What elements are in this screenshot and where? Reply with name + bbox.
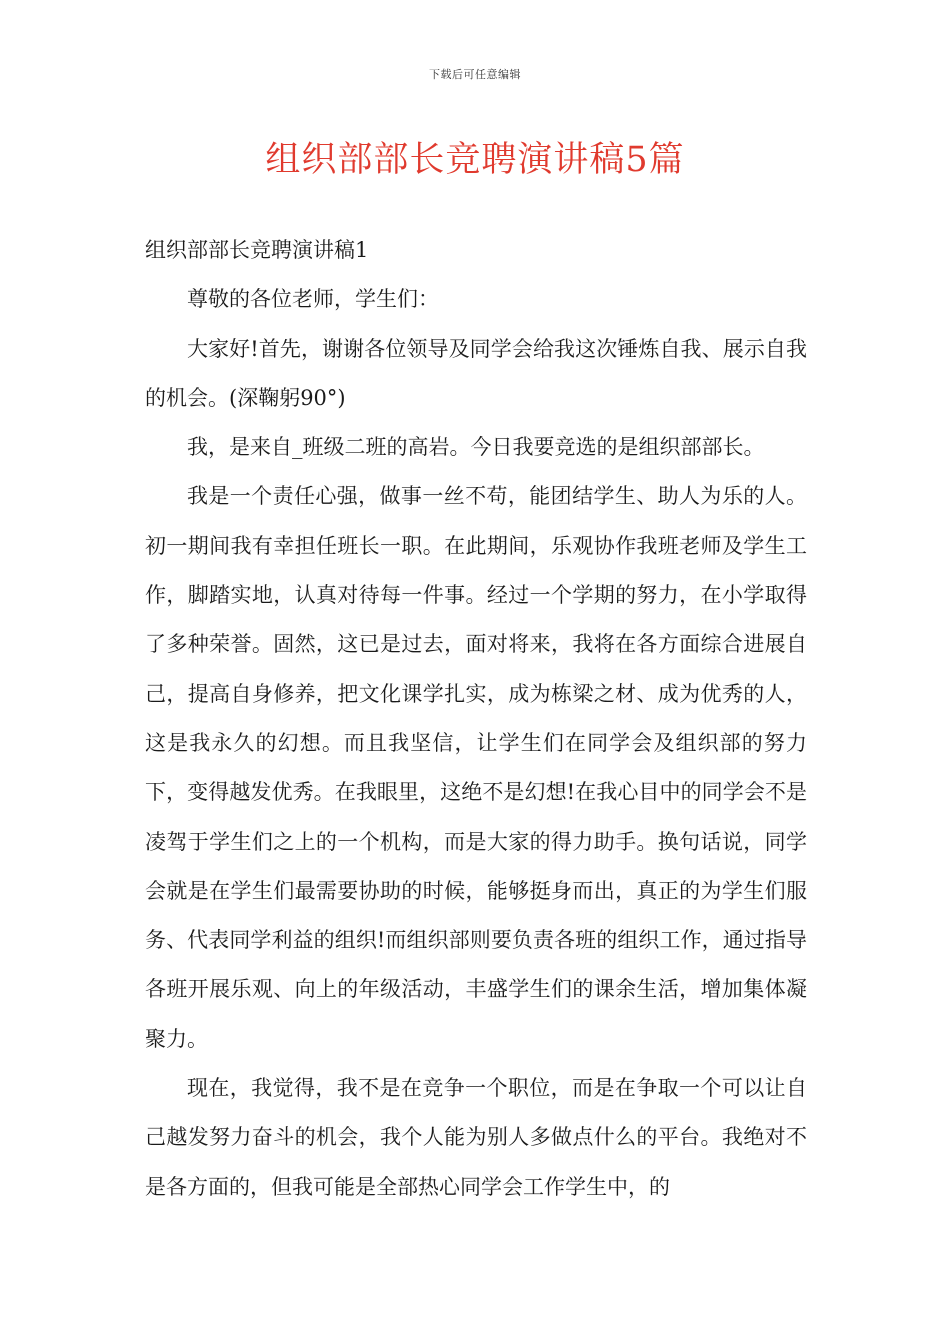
paragraph-main: 我是一个责任心强，做事一丝不苟，能团结学生、助人为乐的人。初一期间我有幸担任班长一职。在此期间，乐观协作我班老师及学生工作，脚踏实地，认真对待每一件事。经过一个学期的努力，在小学取得了多种荣誉。固然，这已是过去，面对将来，我将在各方面综合进展自己，提高自身修养，把文化课学扎实，成为栋梁之材、成为优秀的人，这是我永久的幻想。而且我坚信，让学生们在同学会及组织部的努力下，变得越发优秀。在我眼里，这绝不是幻想!在我心目中的同学会不是凌驾于学生们之上的一个机构，而是大家的得力助手。换句话说，同学会就是在学生们最需要协助的时候，能够挺身而出，真正的为学生们服务、代表同学利益的组织!而组织部则要负责各班的组织工作，通过指导各班开展乐观、向上的年级活动，丰盛学生们的课余生活，增加集体凝聚力。 bbox=[145, 484, 807, 1051]
paragraph-closing: 现在，我觉得，我不是在竞争一个职位，而是在争取一个可以让自己越发努力奋斗的机会，我个人能为别人多做点什么的平台。我绝对不是各方面的，但我可能是全部热心同学会工作学生中，的 bbox=[145, 1076, 807, 1199]
paragraph-greeting: 尊敬的各位老师，学生们： bbox=[187, 287, 439, 312]
paragraph-opening: 大家好!首先，谢谢各位领导及同学会给我这次锤炼自我、展示自我的机会。(深鞠躬90°) bbox=[145, 336, 807, 410]
header-note: 下载后可任意编辑 bbox=[429, 68, 521, 81]
section-subheading: 组织部部长竞聘演讲稿1 bbox=[145, 238, 369, 262]
document-body bbox=[145, 226, 807, 1212]
paragraph-introduction: 我，是来自_班级二班的高岩。今日我要竞选的是组织部部长。 bbox=[187, 435, 765, 460]
document-title: 组织部部长竞聘演讲稿5篇 bbox=[265, 140, 685, 180]
